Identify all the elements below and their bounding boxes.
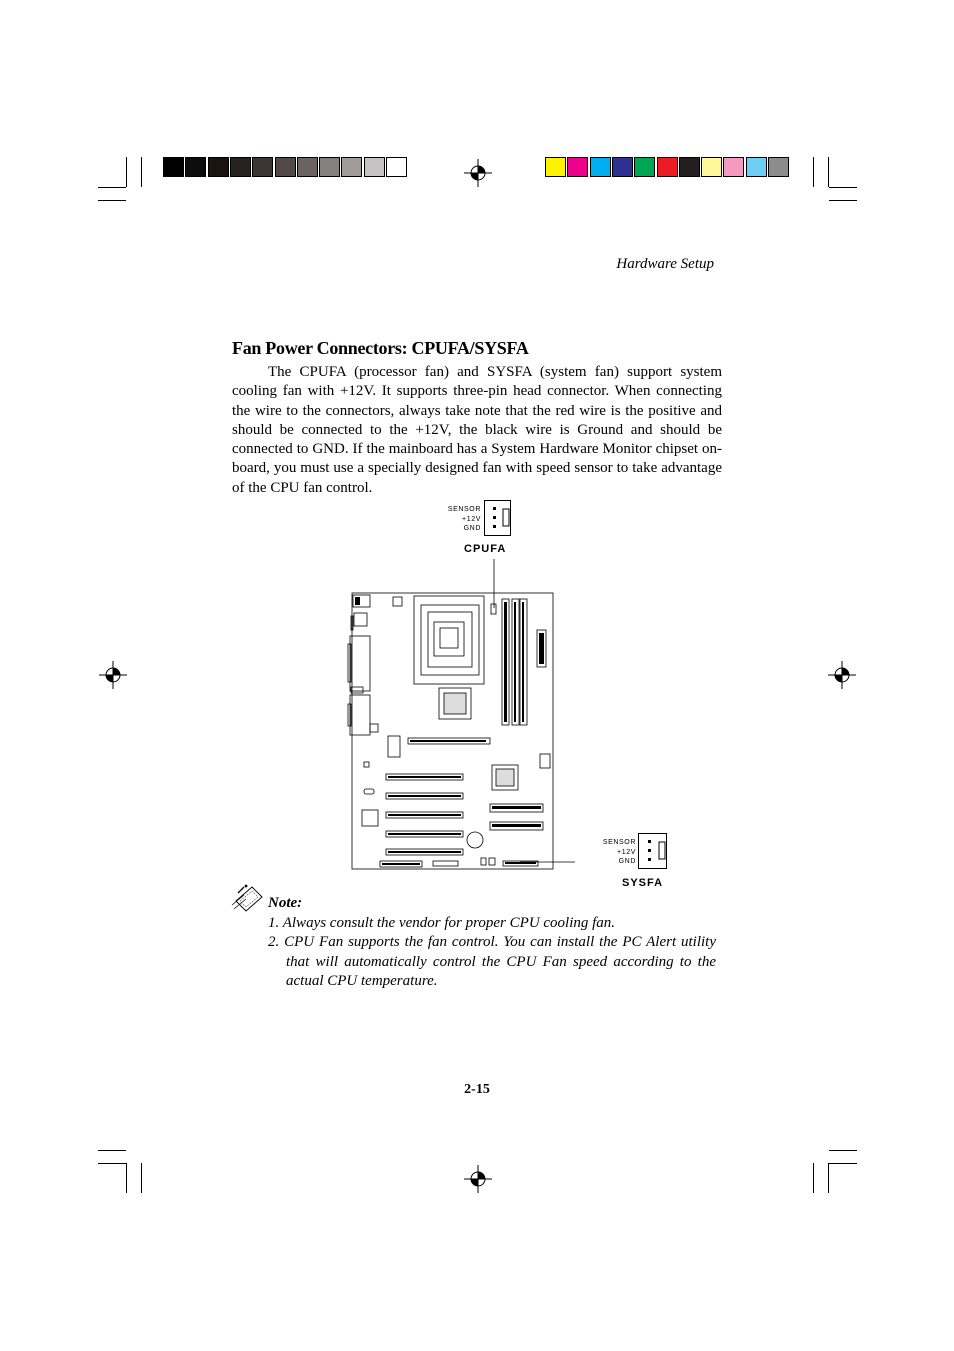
grayscale-swatch	[297, 157, 318, 177]
page-number: 2-15	[464, 1082, 490, 1097]
note-title: Note:	[268, 895, 303, 911]
sysfa-pin-12v: +12V	[617, 848, 636, 856]
cpufa-pin-12v: +12V	[462, 515, 481, 523]
grayscale-swatch	[185, 157, 206, 177]
sysfa-connector-icon	[638, 833, 668, 870]
cpufa-pin-sensor: SENSOR	[447, 506, 481, 513]
sysfa-pin-sensor: SENSOR	[602, 839, 636, 846]
grayscale-swatch	[208, 157, 229, 177]
note-icon	[230, 883, 266, 915]
color-swatch	[657, 157, 678, 177]
color-swatch	[723, 157, 744, 177]
running-header: Hardware Setup	[616, 256, 714, 272]
grayscale-swatch	[364, 157, 385, 177]
section-paragraph: The CPUFA (processor fan) and SYSFA (system fan) support system cooling fan with +12V. It supports three-pin head connector. When connecting the wire to the connectors, always take note that the red wire is the positive and should be connected to the +12V, the black wire is Ground and should be connected to GND. If the mainboard has a System Hardware Monitor chipset on-board, you must use a specially designed fan with speed sensor to take advantage of the CPU fan control.	[232, 364, 722, 496]
color-swatch	[768, 157, 789, 177]
grayscale-swatch	[252, 157, 273, 177]
color-swatch	[612, 157, 633, 177]
color-swatch	[634, 157, 655, 177]
sysfa-pin-gnd: GND	[618, 858, 636, 865]
grayscale-swatch	[386, 157, 407, 177]
grayscale-swatch	[230, 157, 251, 177]
grayscale-swatch	[275, 157, 296, 177]
note-list	[268, 914, 716, 991]
grayscale-swatch	[163, 157, 184, 177]
grayscale-swatch	[341, 157, 362, 177]
color-swatch	[590, 157, 611, 177]
note-item-2: 2. CPU Fan supports the fan control. You can install the PC Alert utility that will automatically control the CPU Fan speed according to the actual CPU temperature.	[268, 934, 716, 989]
motherboard-diagram	[340, 556, 640, 876]
note-item-1: 1. Always consult the vendor for proper CPU cooling fan.	[268, 915, 616, 931]
registration-mark-right	[826, 659, 858, 691]
color-swatch	[746, 157, 767, 177]
sysfa-label: SYSFA	[622, 877, 664, 889]
color-swatch	[701, 157, 722, 177]
color-swatch	[567, 157, 588, 177]
cpufa-connector-icon	[484, 500, 512, 537]
registration-mark-top	[462, 157, 494, 189]
section-title: Fan Power Connectors: CPUFA/SYSFA	[232, 338, 529, 358]
color-swatch	[679, 157, 700, 177]
cpufa-label: CPUFA	[464, 543, 507, 555]
cpufa-pin-gnd: GND	[463, 525, 481, 532]
color-swatch	[545, 157, 566, 177]
registration-mark-bottom	[462, 1163, 494, 1195]
registration-mark-left	[97, 659, 129, 691]
cpufa-pin-labels	[434, 505, 481, 534]
grayscale-swatch	[319, 157, 340, 177]
